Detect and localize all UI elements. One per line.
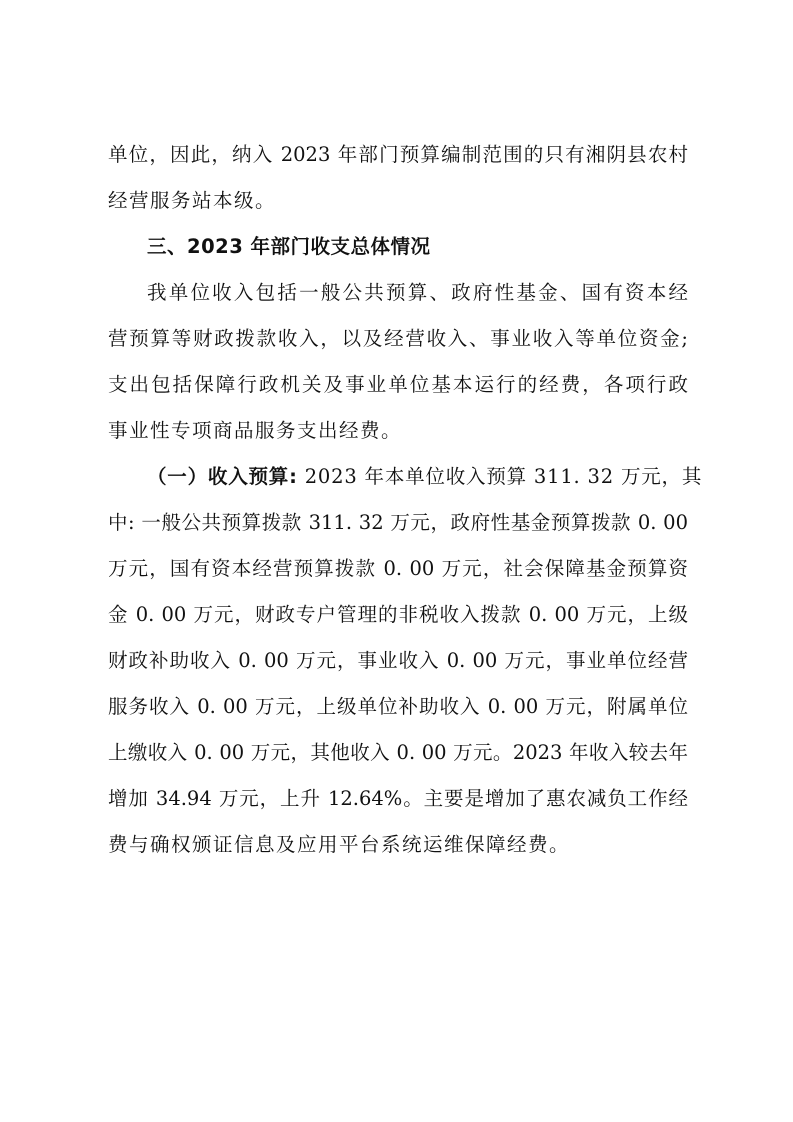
paragraph-line: 金 0. 00 万元，财政专户管理的非税收入拨款 0. 00 万元，上级 [108, 603, 688, 626]
paragraph-line: 财政补助收入 0. 00 万元，事业收入 0. 00 万元，事业单位经营 [108, 649, 688, 672]
paragraph-line: 费与确权颁证信息及应用平台系统运维保障经费。 [108, 833, 571, 856]
paragraph-line: 服务收入 0. 00 万元，上级单位补助收入 0. 00 万元，附属单位 [108, 695, 688, 718]
paragraph-line: 中: 一般公共预算拨款 311. 32 万元，政府性基金预算拨款 0. 00 [108, 511, 688, 534]
paragraph-line: 支出包括保障行政机关及事业单位基本运行的经费，各项行政 [108, 373, 688, 396]
paragraph-line: 我单位收入包括一般公共预算、政府性基金、国有资本经 [147, 281, 688, 304]
paragraph-line: 上缴收入 0. 00 万元，其他收入 0. 00 万元。2023 年收入较去年 [108, 741, 688, 764]
paragraph-line: 增加 34.94 万元，上升 12.64%。主要是增加了惠农减负工作经 [108, 787, 688, 810]
paragraph-text: 2023 年本单位收入预算 311. 32 万元，其 [297, 465, 703, 488]
paragraph-line [108, 462, 703, 492]
subsection-label: （一）收入预算: [147, 465, 298, 488]
paragraph-line: 事业性专项商品服务支出经费。 [108, 419, 403, 442]
paragraph-line: 经营服务站本级。 [108, 189, 277, 212]
document-page [108, 140, 703, 876]
paragraph-line: 单位，因此，纳入 2023 年部门预算编制范围的只有湘阴县农村 [108, 143, 688, 166]
section-heading: 三、2023 年部门收支总体情况 [147, 235, 431, 258]
paragraph-line: 万元，国有资本经营预算拨款 0. 00 万元，社会保障基金预算资 [108, 557, 688, 580]
paragraph-line: 营预算等财政拨款收入，以及经营收入、事业收入等单位资金; [108, 327, 688, 350]
